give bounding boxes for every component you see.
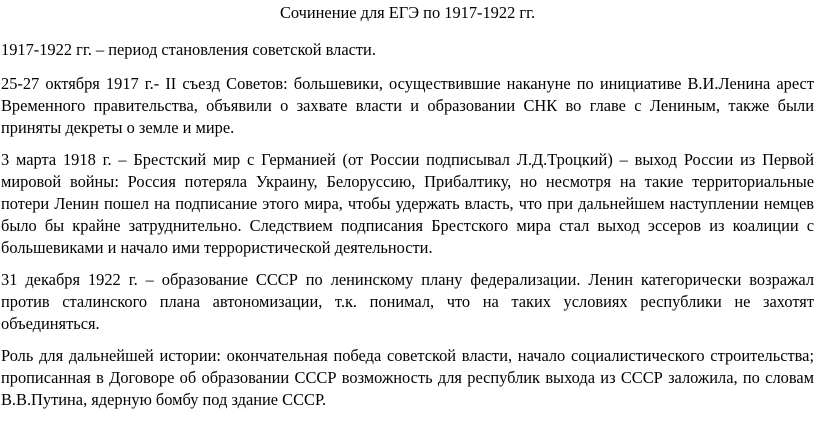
paragraph-ussr-formation: 31 декабря 1922 г. – образование СССР по ленинскому плану федерализации. Ленин категорически возражал против сталинского плана автономизации, т.к. понимал, что на таких условиях республики не захотят объединяться. bbox=[1, 270, 814, 333]
paragraph-brest-peace: 3 марта 1918 г. – Брестский мир с Германией (от России подписывал Л.Д.Троцкий) – выход России из Первой мировой войны: Россия потеряла Украину, Белоруссию, Прибалтику, но несмотря на такие территориальные потери Ленин пошел на подписание этого мира, чтобы удержать власть, что при дальнейшем наступлении немцев было бы крайне затруднительно. Следствием подписания Брестского мира стал выход эссеров из коалиции с большевиками и начало ими террористической деятельности. bbox=[1, 150, 814, 257]
paragraph-period: 1917-1922 гг. – период становления советской власти. bbox=[1, 40, 376, 59]
document-title: Сочинение для ЕГЭ по 1917-1922 гг. bbox=[279, 3, 536, 22]
paragraph-october-1917: 25-27 октября 1917 г.- II съезд Советов: большевики, осуществившие накануне по инициативе В.И.Ленина арест Временного правительства, объявили о захвате власти и образовании СНК во главе с Лениным, также были приняты декреты о земле и мире. bbox=[1, 74, 814, 137]
paragraph-historical-role: Роль для дальнейшей истории: окончательная победа советской власти, начало социалистического строительства; прописанная в Договоре об образовании СССР возможность для республик выхода из СССР заложила, по словам В.В.Путина, ядерную бомбу под здание СССР. bbox=[1, 346, 814, 409]
